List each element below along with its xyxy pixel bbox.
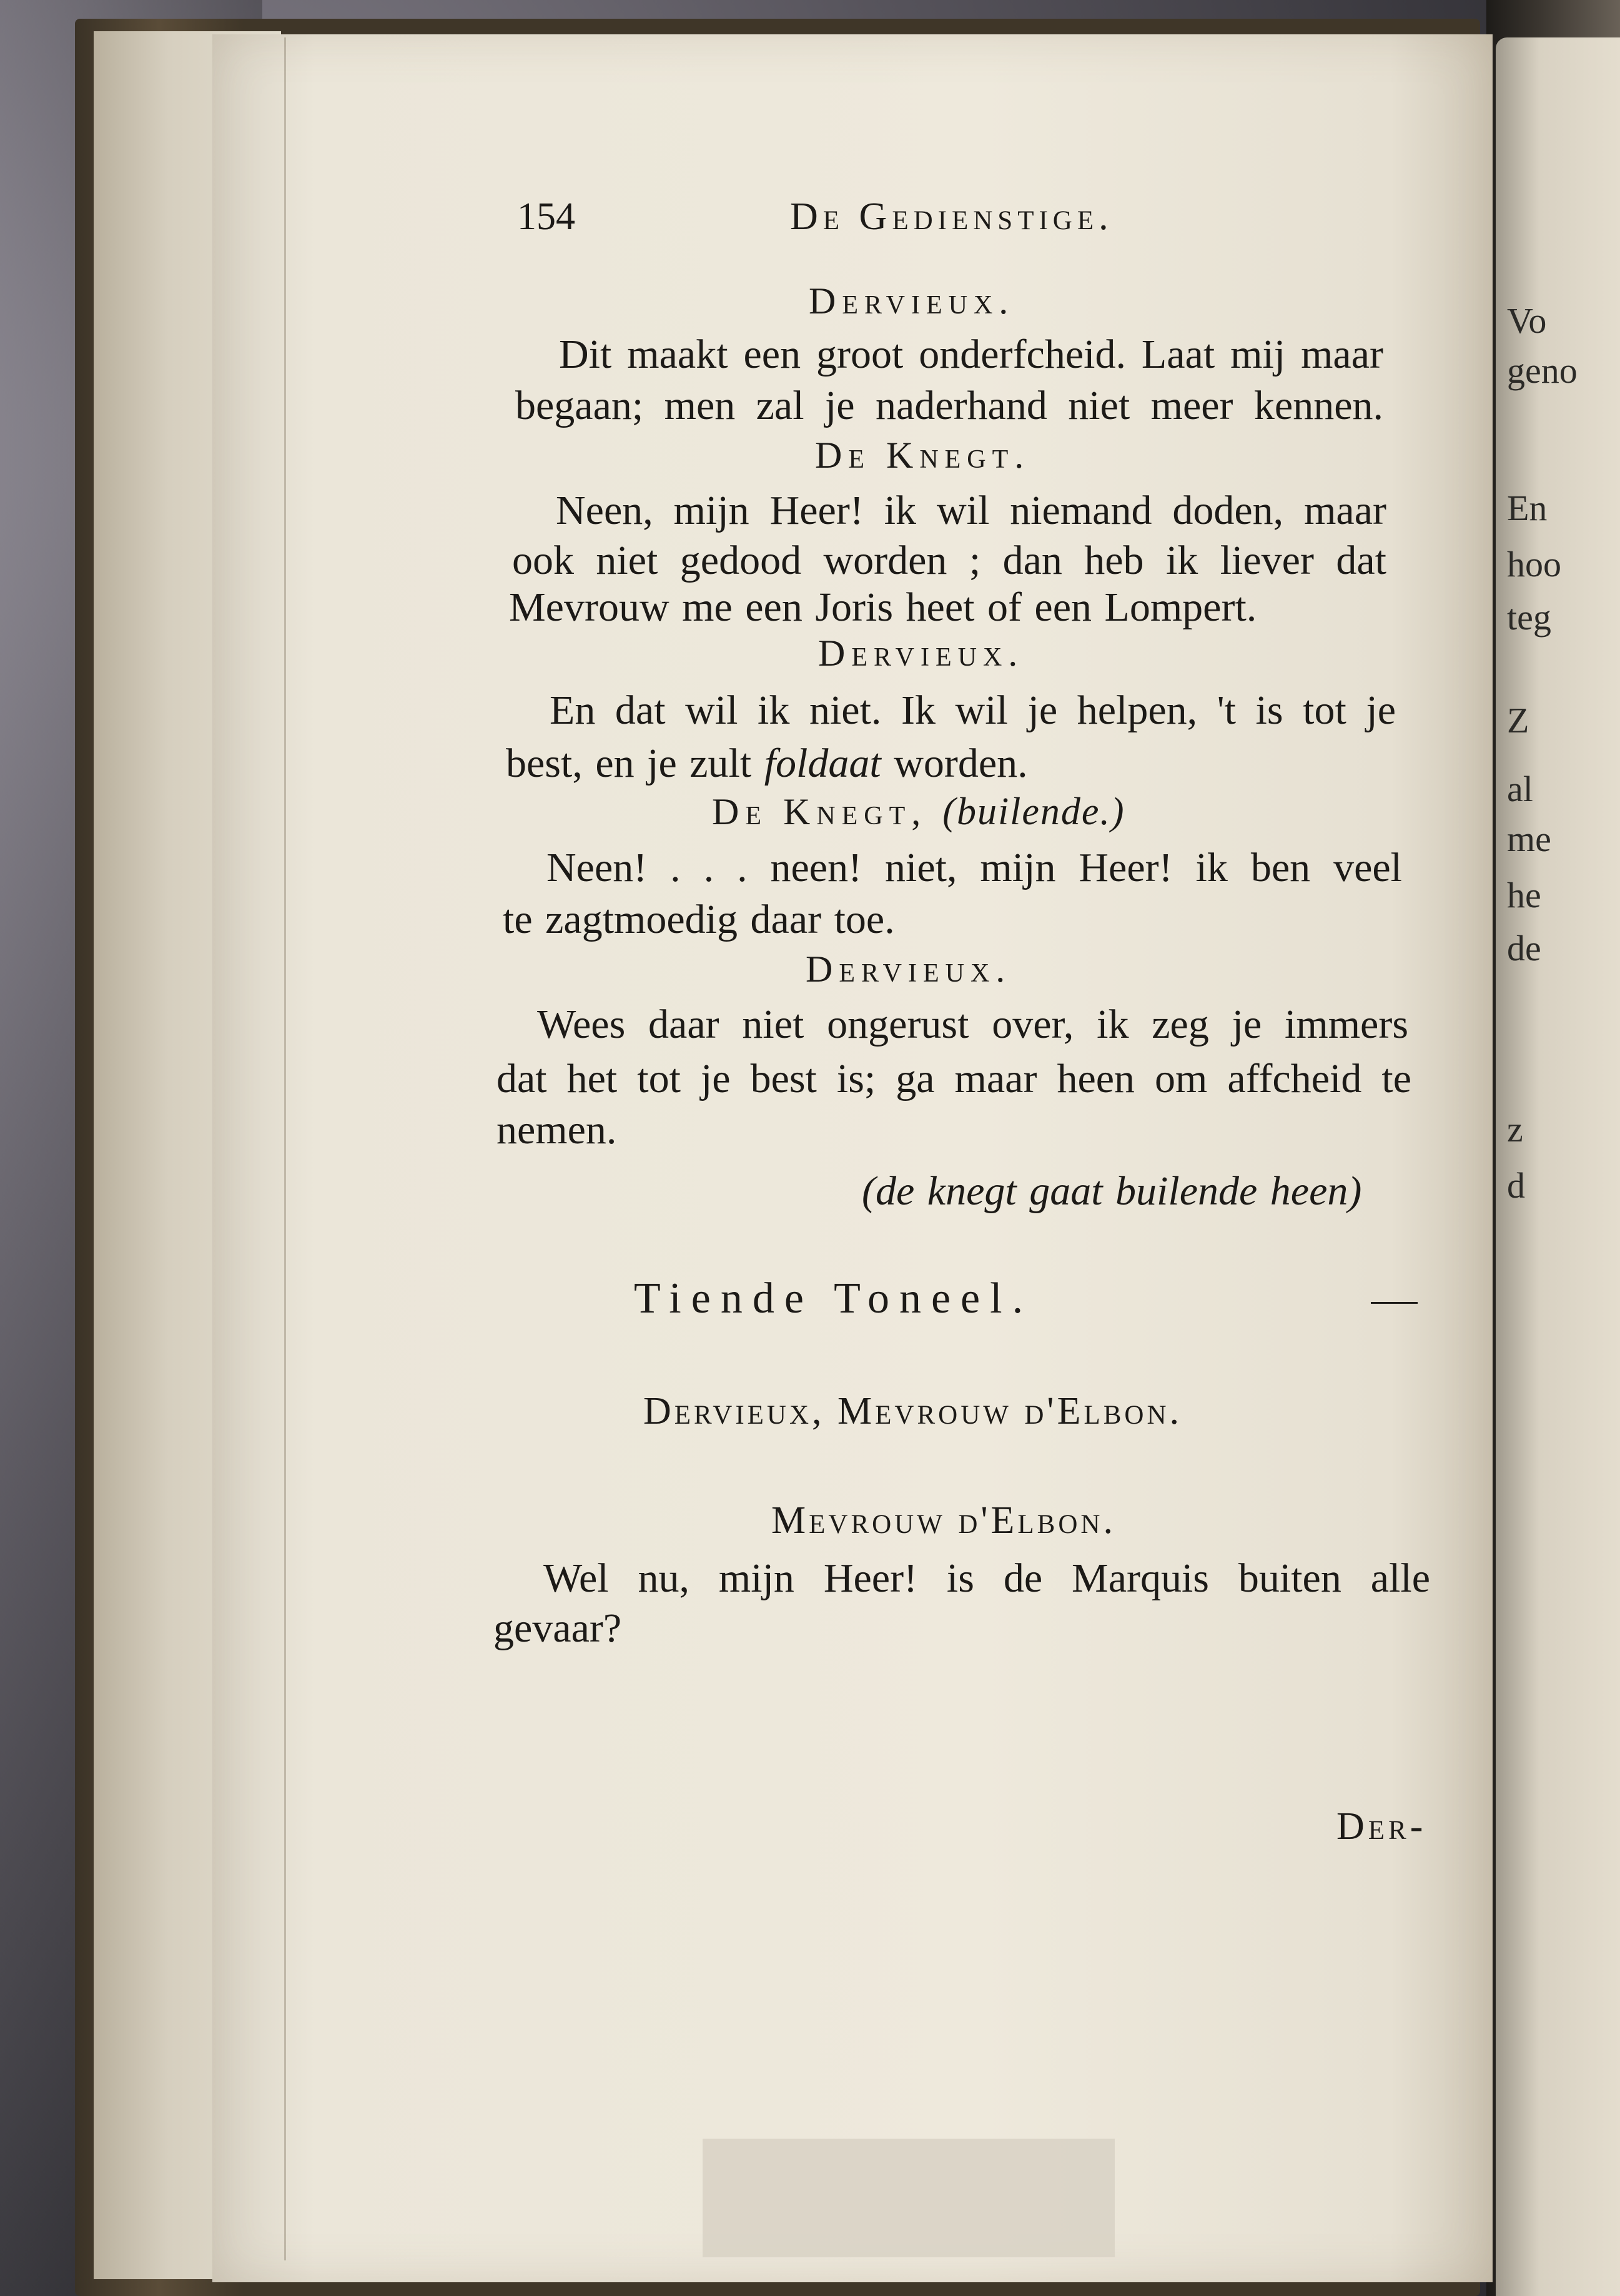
facing-fragment: geno (1507, 350, 1578, 391)
facing-fragment: he (1507, 875, 1541, 915)
facing-fragment: de (1507, 928, 1541, 968)
dialogue-line: Neen! . . . neen! niet, mijn Heer! ik ben veel (546, 845, 1402, 890)
speaker-heading: Mevrouw d'Elbon. (771, 1499, 1116, 1542)
paper-strip (703, 2139, 1115, 2257)
dialogue-line: begaan; men zal je naderhand niet meer kennen. (515, 383, 1383, 428)
facing-fragment: me (1507, 819, 1551, 859)
dialogue-line: En dat wil ik niet. Ik wil je helpen, 't is tot je (550, 687, 1396, 733)
facing-fragment: En (1507, 488, 1548, 528)
dialogue-line: te zagtmoedig daar toe. (503, 897, 895, 942)
facing-fragment: d (1507, 1165, 1525, 1206)
facing-page (1496, 37, 1620, 2296)
dialogue-line: Neen, mijn Heer! ik wil niemand doden, maar (556, 488, 1386, 533)
speaker-heading: Dervieux. (806, 948, 1012, 990)
dialogue-text: worden. (881, 741, 1028, 786)
stage-direction: (de knegt gaat builende heen) (862, 1168, 1362, 1214)
scene-characters: Dervieux, Mevrouw d'Elbon. (643, 1390, 1182, 1432)
speaker-heading: Dervieux. (809, 280, 1015, 322)
page-number: 154 (517, 195, 575, 238)
dialogue-line: gevaar? (493, 1605, 622, 1651)
speaker-name: De Knegt, (712, 791, 927, 832)
facing-fragment: hoo (1507, 544, 1561, 584)
speaker-heading: De Knegt. (815, 435, 1030, 476)
page-fold-line (284, 37, 286, 2260)
dialogue-line: Dit maakt een groot onderfcheid. Laat mij maar (559, 332, 1383, 377)
running-title: De Gedienstige. (790, 195, 1114, 238)
facing-fragment: Z (1507, 700, 1529, 741)
dialogue-line: ook niet gedood worden ; dan heb ik liever dat (512, 538, 1386, 583)
dialogue-line (506, 740, 1028, 787)
dialogue-line: dat het tot je best is; ga maar heen om affcheid te (496, 1056, 1411, 1101)
scene-title: Tiende Toneel. (634, 1274, 1034, 1323)
dialogue-line: Wees daar niet ongerust over, ik zeg je immers (537, 1002, 1408, 1047)
speaker-heading: Dervieux. (818, 633, 1024, 674)
dialogue-line: Wel nu, mijn Heer! is de Marquis buiten alle (543, 1555, 1430, 1601)
facing-fragment: Vo (1507, 300, 1547, 341)
dialogue-line: nemen. (496, 1107, 617, 1153)
speaker-heading (712, 790, 1125, 834)
dialogue-italic-word: foldaat (764, 741, 881, 786)
catchword: Der- (1336, 1805, 1427, 1848)
dialogue-text: best, en je zult (506, 741, 764, 786)
dialogue-line: Mevrouw me een Joris heet of een Lompert. (509, 584, 1257, 630)
rule (1371, 1302, 1418, 1304)
facing-fragment: al (1507, 769, 1533, 809)
stage-direction: (builende.) (942, 791, 1125, 833)
facing-fragment: z (1507, 1109, 1523, 1150)
facing-fragment: teg (1507, 597, 1551, 638)
